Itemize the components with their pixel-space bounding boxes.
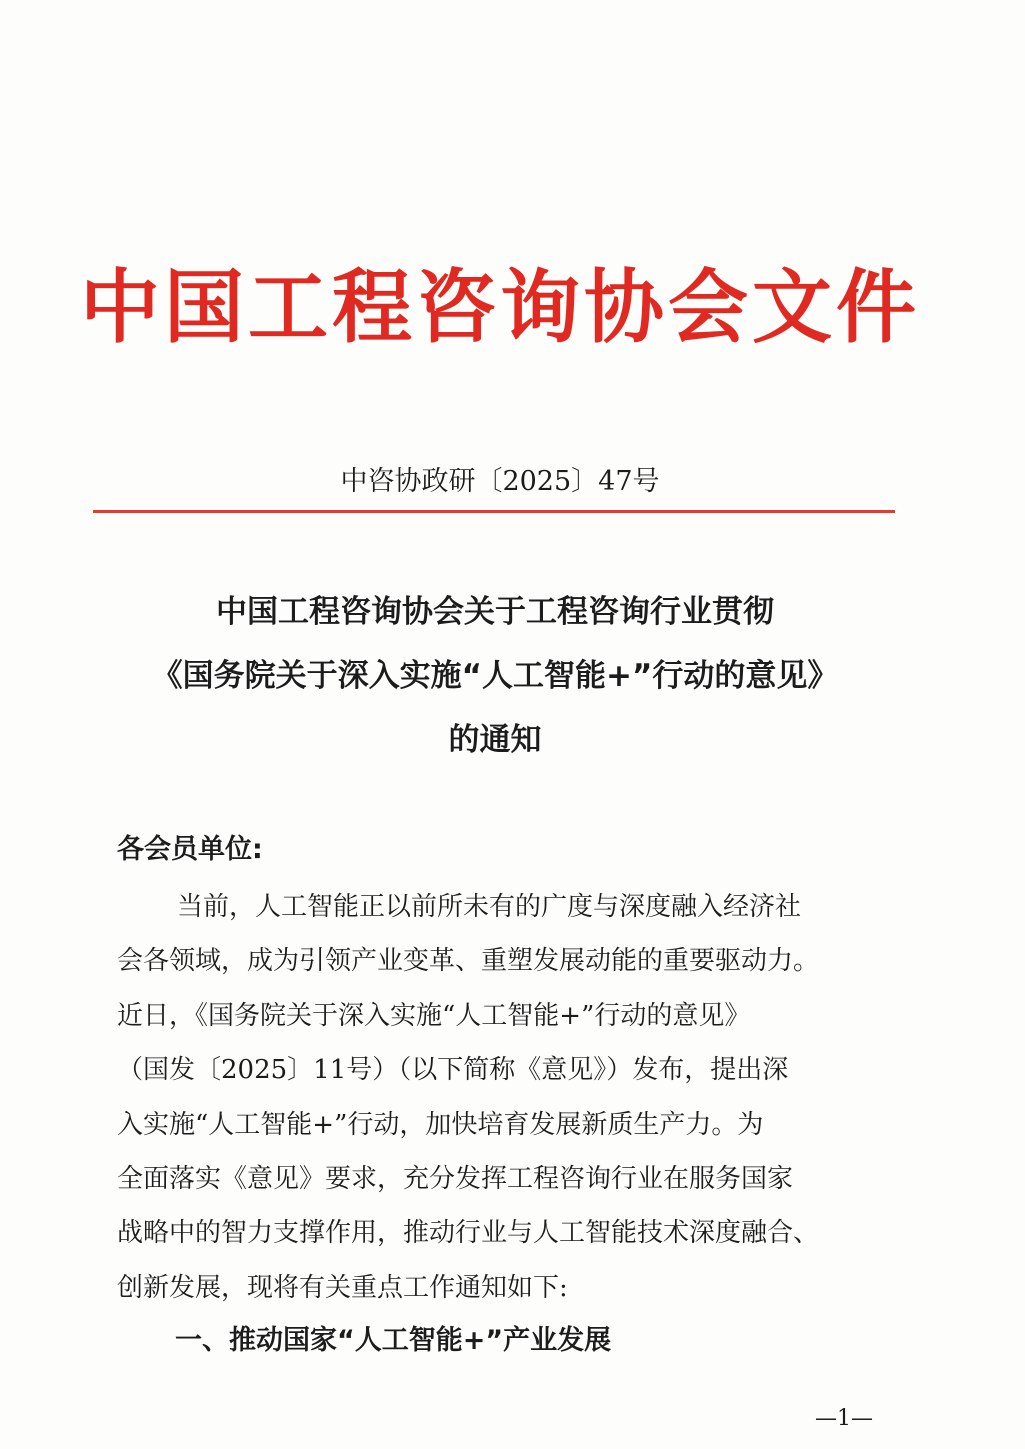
body-line: 当前，人工智能正以前所未有的广度与深度融入经济社 [177,892,802,922]
section-heading: 一、推动国家“人工智能+”产业发展 [175,1325,612,1356]
page-number: —1— [815,1406,873,1431]
body-line: 入实施“人工智能+”行动，加快培育发展新质生产力。为 [117,1109,764,1140]
title-line-2: 《国务院关于深入实施“人工智能+”行动的意见》 [151,658,839,694]
salutation: 各会员单位: [117,834,263,865]
body-paragraph [117,880,917,1315]
body-line: 战略中的智力支撑作用，推动行业与人工智能技术深度融合、 [117,1218,820,1249]
body-line: （国发〔2025〕11号）（以下简称《意见》）发布，提出深 [117,1055,789,1086]
body-line: 创新发展，现将有关重点工作通知如下: [117,1272,568,1303]
body-line: 会各领域，成为引领产业变革、重塑发展动能的重要驱动力。 [117,946,820,977]
notice-title [0,580,990,772]
title-line-3: 的通知 [448,722,542,758]
red-divider-line [93,510,895,513]
body-line: 近日，《国务院关于深入实施“人工智能+”行动的意见》 [117,1000,751,1031]
body-line: 全面落实《意见》要求，充分发挥工程咨询行业在服务国家 [117,1164,794,1195]
title-line-1: 中国工程咨询协会关于工程咨询行业贯彻 [216,594,774,630]
masthead-title: 中国工程咨询协会文件 [80,261,920,354]
document-number: 中咨协政研〔2025〕47号 [340,466,660,497]
